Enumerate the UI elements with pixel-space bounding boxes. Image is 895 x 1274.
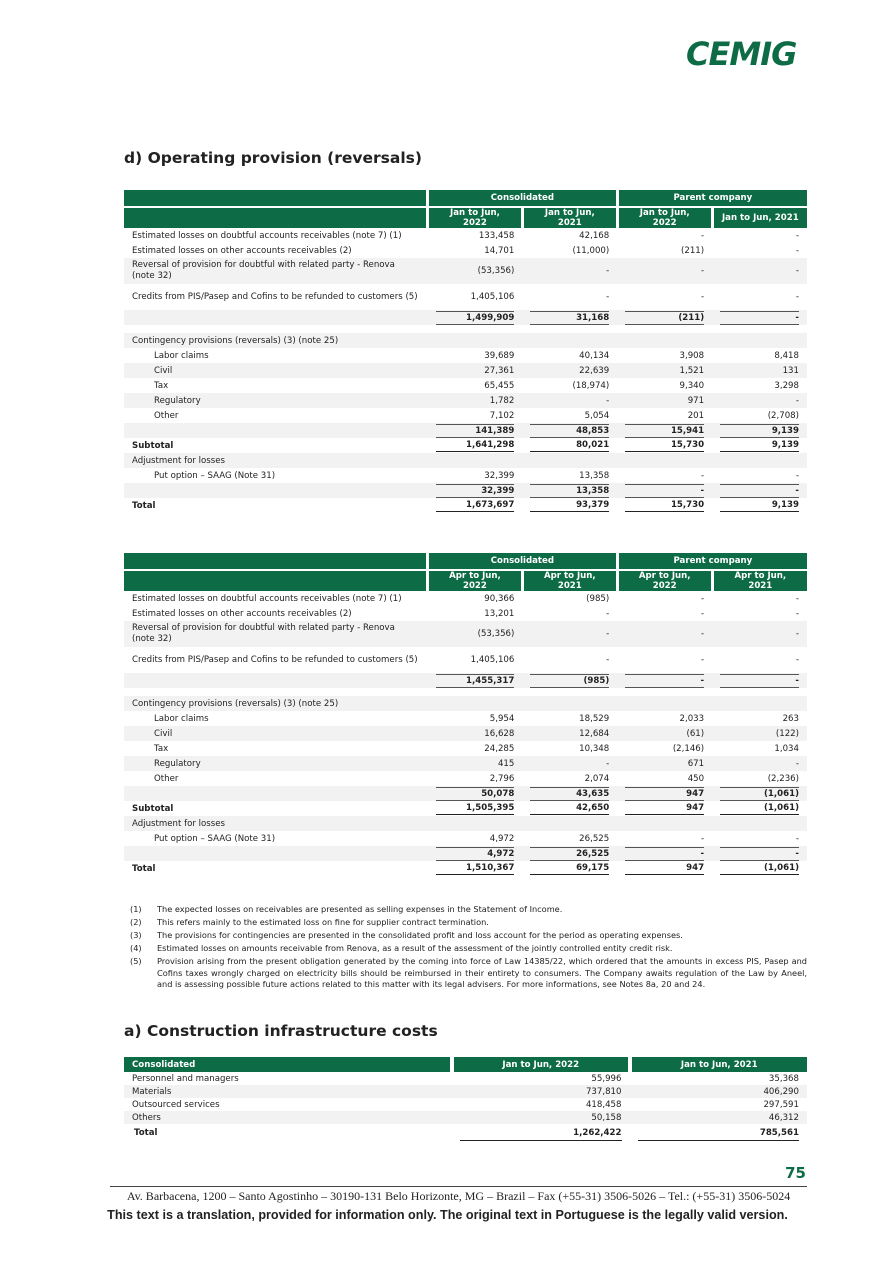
cell: (53,356)	[477, 628, 515, 639]
cell: -	[720, 674, 799, 688]
footnote: (4) Estimated losses on amounts receivable from Renova, as a result of the assessment of the jointly controlled entity credit risk.	[130, 943, 673, 953]
cell: -	[795, 654, 799, 665]
cell: 5,054	[584, 410, 610, 421]
cemig-logo	[686, 34, 804, 70]
cell: 4,972	[489, 833, 515, 844]
cell: 7,102	[489, 410, 515, 421]
table-row	[124, 438, 807, 453]
cell: 141,389	[436, 424, 515, 438]
cell: 13,201	[484, 608, 515, 619]
table-row	[124, 711, 807, 726]
cell: -	[606, 608, 610, 619]
table-row	[124, 771, 807, 786]
cell: -	[795, 291, 799, 302]
table-row	[124, 348, 807, 363]
cell: 3,908	[679, 350, 705, 361]
spacer-row	[124, 325, 807, 333]
cell: (122)	[775, 728, 799, 739]
table-row	[124, 591, 807, 606]
row-label: Adjustment for losses	[124, 453, 428, 468]
cell: 671	[687, 758, 705, 769]
cell: 5,954	[489, 713, 515, 724]
row-label: Tax	[154, 743, 169, 754]
col-header: Jan to Jun, 2022	[428, 207, 523, 228]
table-row	[124, 801, 807, 816]
cell: 42,650	[530, 802, 609, 815]
cell: 55,996	[591, 1073, 622, 1084]
cell: (985)	[586, 593, 610, 604]
group-header-consolidated: Consolidated	[428, 553, 618, 570]
table-row	[124, 408, 807, 423]
row-label	[124, 483, 428, 498]
cell: -	[795, 593, 799, 604]
table-row	[124, 243, 807, 258]
row-label: Subtotal	[132, 440, 174, 451]
cell: -	[795, 245, 799, 256]
cell: 46,312	[630, 1111, 808, 1124]
row-label	[124, 673, 428, 688]
cell: -	[701, 265, 705, 276]
row-label: Total	[132, 863, 156, 874]
cell: -	[795, 833, 799, 844]
cell: -	[795, 608, 799, 619]
cell: -	[606, 265, 610, 276]
table-row	[124, 423, 807, 438]
cell: 9,139	[720, 439, 799, 452]
cell: 133,458	[478, 230, 515, 241]
cell: 26,525	[579, 833, 610, 844]
footnotes	[130, 904, 807, 992]
cell: (1,061)	[720, 787, 799, 801]
total-cell: 1,262,422	[460, 1126, 622, 1141]
translation-disclaimer: This text is a translation, provided for information only. The original text in Portuguese is the legally valid version.	[107, 1208, 788, 1222]
cell: 39,689	[484, 350, 515, 361]
table-row	[124, 606, 807, 621]
cell: 32,399	[436, 484, 515, 498]
table-row	[124, 861, 807, 876]
logo-text: CEMIG	[686, 35, 797, 70]
col-header: Apr to Jun, 2022	[428, 570, 523, 591]
row-label: Estimated losses on other accounts receivables (2)	[132, 608, 352, 619]
cell: 8,418	[774, 350, 799, 361]
cell: -	[701, 608, 705, 619]
row-label: Materials	[124, 1085, 452, 1098]
row-label: Contingency provisions (reversals) (3) (note 25)	[124, 333, 428, 348]
table-row	[124, 468, 807, 483]
cell: (61)	[686, 728, 705, 739]
cell: (211)	[625, 311, 704, 325]
cell: -	[701, 291, 705, 302]
cell: 2,033	[679, 713, 705, 724]
col-header: Jan to Jun, 2021	[630, 1057, 808, 1072]
cell: -	[625, 484, 704, 498]
row-label: Regulatory	[124, 393, 428, 408]
row-label: Credits from PIS/Pasep and Cofins to be refunded to customers (5)	[132, 654, 418, 665]
cell: 2,796	[489, 773, 515, 784]
col-header: Apr to Jun, 2021	[522, 570, 617, 591]
cell: 22,639	[579, 365, 610, 376]
row-label: Personnel and managers	[132, 1073, 239, 1084]
group-header-parent-company: Parent company	[617, 190, 807, 207]
row-label: Others	[124, 1111, 452, 1124]
col-header: Jan to Jun, 2022	[617, 207, 712, 228]
cell: -	[606, 628, 610, 639]
cell: (1,061)	[720, 802, 799, 815]
cell: -	[701, 470, 705, 481]
cell: 947	[625, 802, 704, 815]
group-header-consolidated: Consolidated	[428, 190, 618, 207]
row-label	[124, 310, 428, 325]
cell: 16,628	[484, 728, 515, 739]
cell: -	[606, 654, 610, 665]
table-row	[124, 756, 807, 771]
col-header: Apr to Jun, 2022	[617, 570, 712, 591]
cell: 1,673,697	[436, 499, 515, 512]
cell: 1,521	[679, 365, 705, 376]
cell: -	[795, 265, 799, 276]
cell: 15,941	[625, 424, 704, 438]
table-row	[124, 647, 807, 673]
col-header: Jan to Jun, 2022	[452, 1057, 630, 1072]
construction-costs-table	[124, 1057, 807, 1142]
cell: 450	[687, 773, 705, 784]
cell: 1,510,367	[436, 862, 515, 875]
cell: 1,455,317	[436, 674, 515, 688]
cell: 2,074	[584, 773, 610, 784]
footnote: (5) Provision arising from the present obligation generated by the coming into force of Law 14385/22, which ordered that the amounts in excess PIS, Pasep and Cofins taxes wrongly charged on electricity bills should be reimbursed in their entirety to consumers. The Company awaits regulation of the Law by Aneel, and is assessing possible future actions related to this matter with its legal advisers. For more informations, see Notes 8a, 20 and 24.	[130, 956, 807, 989]
cell: 40,134	[579, 350, 610, 361]
row-label: Reversal of provision for doubtful with related party - Renova (note 32)	[124, 258, 428, 284]
cell: 42,168	[579, 230, 610, 241]
cell: -	[701, 628, 705, 639]
cell: 27,361	[484, 365, 515, 376]
table-row	[124, 846, 807, 861]
cell: (53,356)	[477, 265, 515, 276]
row-label: Civil	[124, 726, 428, 741]
cell: -	[720, 847, 799, 861]
col-header: Jan to Jun, 2021	[712, 207, 807, 228]
cell: -	[701, 654, 705, 665]
cell: (2,146)	[672, 743, 705, 754]
cell: 1,641,298	[436, 439, 515, 452]
cell: (2,708)	[767, 410, 799, 421]
row-label	[124, 786, 428, 801]
table-row	[124, 453, 807, 468]
cell: -	[795, 758, 799, 769]
cell: -	[606, 291, 610, 302]
table-row	[124, 378, 807, 393]
row-label: Subtotal	[132, 803, 174, 814]
table-row	[124, 831, 807, 846]
cell: -	[701, 833, 705, 844]
section-title-operating-provision: d) Operating provision (reversals)	[124, 149, 422, 167]
page-number: 75	[785, 1164, 806, 1182]
cell: 1,782	[489, 395, 515, 406]
table-row	[124, 228, 807, 243]
cell: 971	[687, 395, 705, 406]
row-label: Labor claims	[154, 713, 209, 724]
cell: (2,236)	[767, 773, 799, 784]
cell: 3,298	[774, 380, 799, 391]
row-label: Estimated losses on doubtful accounts receivables (note 7) (1)	[132, 593, 402, 604]
cell: (1,061)	[720, 862, 799, 875]
cell: 263	[782, 713, 799, 724]
footnote: (1) The expected losses on receivables are presented as selling expenses in the Statement of Income.	[130, 904, 563, 914]
row-label: Adjustment for losses	[124, 816, 428, 831]
table-row	[124, 393, 807, 408]
operating-provision-table-apr-jun	[124, 553, 807, 876]
cell: -	[625, 674, 704, 688]
cell: 737,810	[452, 1085, 630, 1098]
row-label: Civil	[124, 363, 428, 378]
footnote: (3) The provisions for contingencies are presented in the consolidated profit and loss account for the period as operating expenses.	[130, 930, 683, 940]
cell: -	[795, 230, 799, 241]
cell: -	[795, 628, 799, 639]
col-header: Apr to Jun, 2021	[712, 570, 807, 591]
group-header-parent-company: Parent company	[617, 553, 807, 570]
operating-provision-table-jan-jun	[124, 190, 807, 513]
spacer-row	[124, 688, 807, 696]
cell: 406,290	[630, 1085, 808, 1098]
cell: 13,358	[579, 470, 610, 481]
cell: -	[606, 758, 610, 769]
cell: 26,525	[530, 847, 609, 861]
row-label: Total	[132, 500, 156, 511]
cell: 947	[625, 787, 704, 801]
row-label: Put option – SAAG (Note 31)	[154, 833, 276, 844]
row-label: Estimated losses on doubtful accounts receivables (note 7) (1)	[132, 230, 402, 241]
cell: 35,368	[768, 1073, 799, 1084]
cell: 65,455	[484, 380, 515, 391]
footer-address: Av. Barbacena, 1200 – Santo Agostinho – 30190-131 Belo Horizonte, MG – Brazil – Fax (+55-31) 3506-5026 – Tel.: (+55-31) 3506-5024	[110, 1186, 807, 1204]
table-row	[124, 741, 807, 756]
cell: 947	[625, 862, 704, 875]
table-row	[124, 726, 807, 741]
cell: 18,529	[579, 713, 610, 724]
section-title-construction-costs: a) Construction infrastructure costs	[124, 1022, 438, 1040]
cell: 4,972	[436, 847, 515, 861]
table-row	[124, 621, 807, 647]
cell: -	[606, 395, 610, 406]
cell: -	[625, 847, 704, 861]
cell: (211)	[681, 245, 705, 256]
cell: 131	[782, 365, 799, 376]
cell: 12,684	[579, 728, 610, 739]
table-row	[124, 816, 807, 831]
row-label: Regulatory	[124, 756, 428, 771]
row-label: Contingency provisions (reversals) (3) (note 25)	[124, 696, 428, 711]
col-header: Jan to Jun, 2021	[522, 207, 617, 228]
cell: 48,853	[530, 424, 609, 438]
cell: 201	[687, 410, 705, 421]
table-row	[124, 363, 807, 378]
table-row	[124, 333, 807, 348]
cell: -	[720, 311, 799, 325]
cell: -	[720, 484, 799, 498]
cell: -	[795, 395, 799, 406]
cell: 14,701	[484, 245, 515, 256]
cell: 93,379	[530, 499, 609, 512]
table-row	[124, 310, 807, 325]
cell: 9,139	[720, 424, 799, 438]
cell: 297,591	[763, 1099, 799, 1110]
table-row	[124, 258, 807, 284]
cell: (11,000)	[572, 245, 610, 256]
row-label: Other	[154, 773, 179, 784]
row-label: Other	[154, 410, 179, 421]
cell: 32,399	[484, 470, 515, 481]
row-label	[124, 423, 428, 438]
cell: 24,285	[484, 743, 515, 754]
row-label: Estimated losses on other accounts receivables (2)	[132, 245, 352, 256]
cell: 50,078	[436, 787, 515, 801]
row-label: Tax	[154, 380, 169, 391]
row-label: Labor claims	[154, 350, 209, 361]
cell: 15,730	[625, 499, 704, 512]
cell: -	[701, 230, 705, 241]
cell: 1,034	[774, 743, 799, 754]
cell: 15,730	[625, 439, 704, 452]
cell: 1,505,395	[436, 802, 515, 815]
table-row	[124, 673, 807, 688]
cell: 1,405,106	[470, 291, 515, 302]
cell: -	[795, 470, 799, 481]
table-row	[124, 786, 807, 801]
cell: 80,021	[530, 439, 609, 452]
cell: 13,358	[530, 484, 609, 498]
cell: 1,405,106	[470, 654, 515, 665]
cell: 418,458	[585, 1099, 622, 1110]
cell: 9,139	[720, 499, 799, 512]
col-header: Consolidated	[124, 1057, 452, 1072]
cell: 1,499,909	[436, 311, 515, 325]
cell: 9,340	[679, 380, 705, 391]
cell: 31,168	[530, 311, 609, 325]
cell: (18,974)	[572, 380, 610, 391]
cell: 10,348	[579, 743, 610, 754]
cell: 90,366	[484, 593, 515, 604]
row-label: Reversal of provision for doubtful with related party - Renova (note 32)	[124, 621, 428, 647]
row-label	[124, 846, 428, 861]
cell: (985)	[530, 674, 609, 688]
total-label: Total	[134, 1128, 158, 1138]
cell: -	[701, 593, 705, 604]
row-label: Outsourced services	[132, 1099, 220, 1110]
cell: 50,158	[452, 1111, 630, 1124]
table-row	[124, 483, 807, 498]
row-label: Put option – SAAG (Note 31)	[154, 470, 276, 481]
row-label: Credits from PIS/Pasep and Cofins to be refunded to customers (5)	[132, 291, 418, 302]
table-row	[124, 498, 807, 513]
cell: 69,175	[530, 862, 609, 875]
footnote: (2) This refers mainly to the estimated loss on fine for supplier contract termination.	[130, 917, 489, 927]
table-row	[124, 284, 807, 310]
cell: 43,635	[530, 787, 609, 801]
cell: 415	[497, 758, 515, 769]
table-row	[124, 696, 807, 711]
total-cell: 785,561	[638, 1126, 800, 1141]
